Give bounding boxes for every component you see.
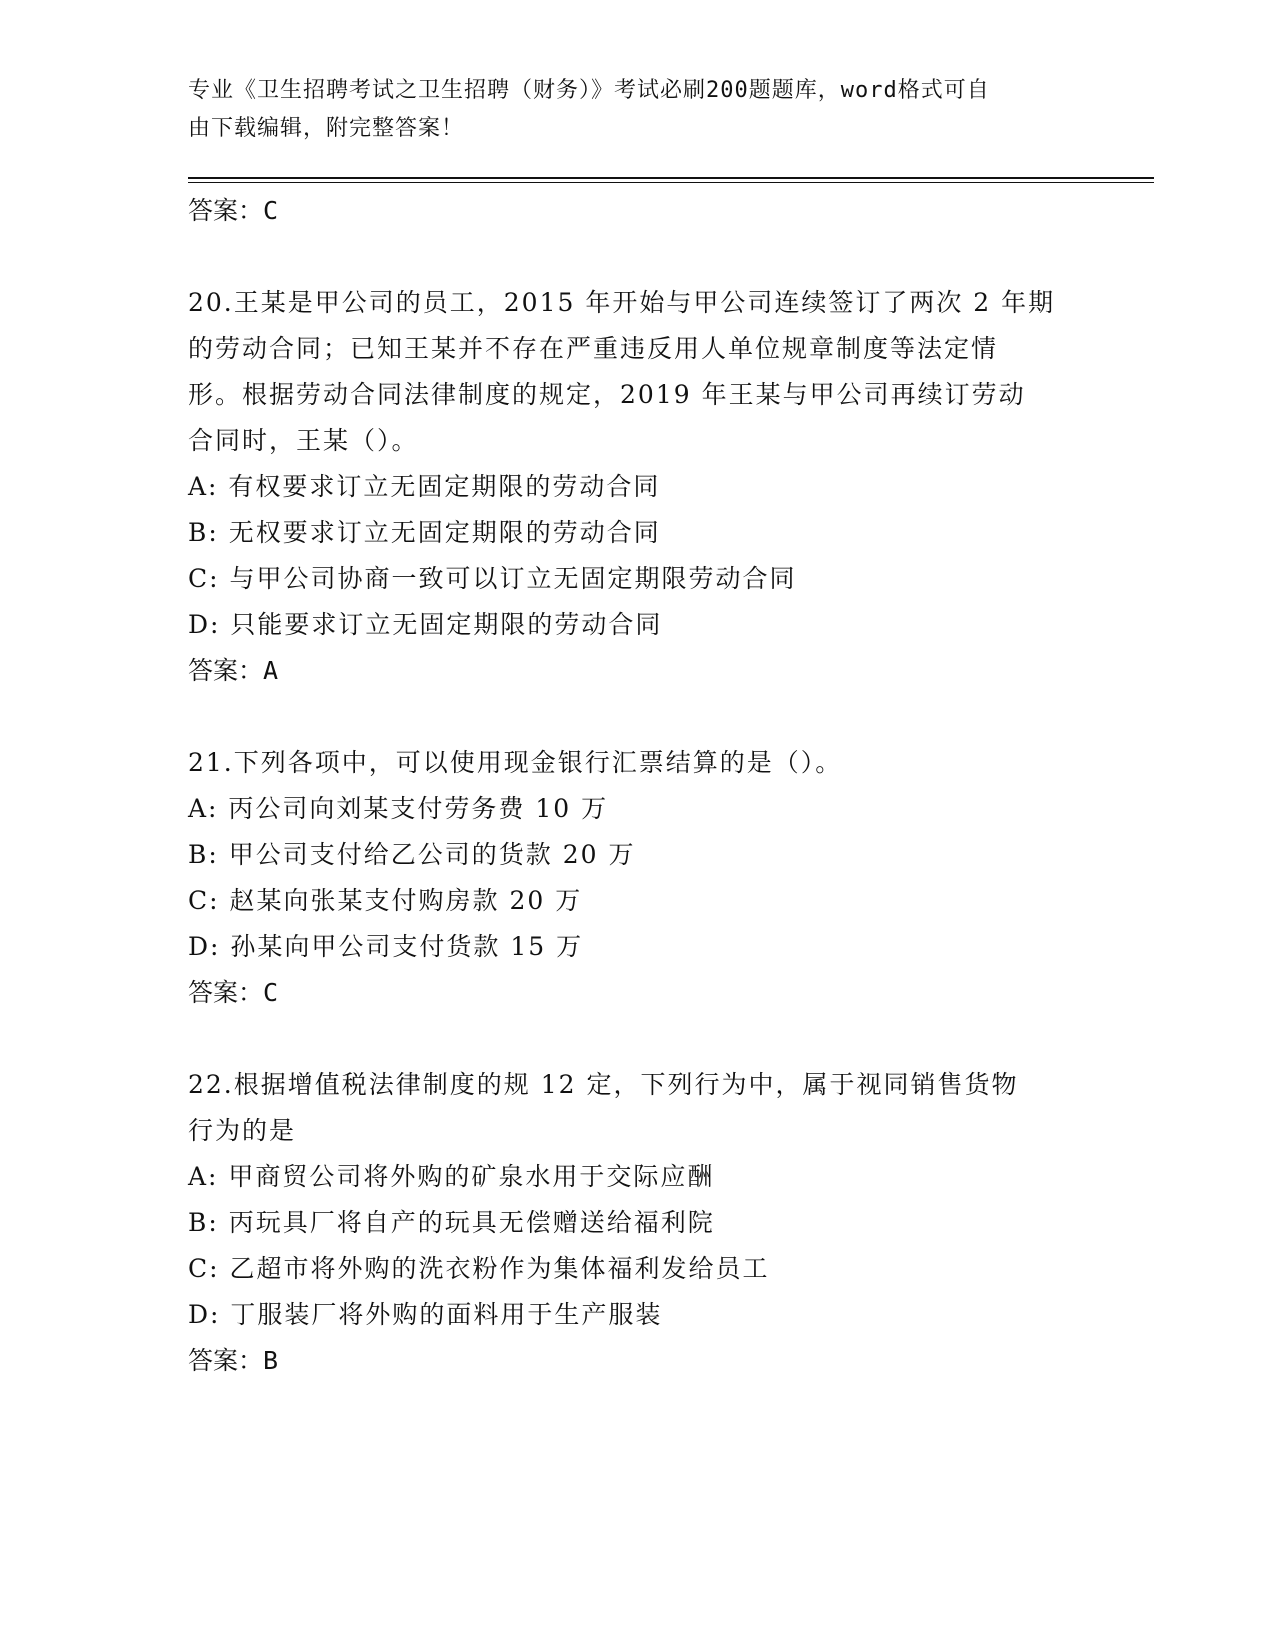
question-stem-line: 20.王某是甲公司的员工，2015 年开始与甲公司连续签订了两次 2 年期: [188, 288, 1056, 317]
option-b: B: 丙玩具厂将自产的玩具无偿赠送给福利院: [188, 1208, 715, 1237]
spacer: [188, 694, 1088, 740]
spacer: [188, 1016, 1088, 1062]
answer: 答案：C: [188, 978, 279, 1007]
question-stem-line: 的劳动合同；已知王某并不存在严重违反用人单位规章制度等法定情: [188, 334, 999, 363]
option-a: A: 丙公司向刘某支付劳务费 10 万: [188, 794, 609, 823]
option-d: D: 丁服装厂将外购的面料用于生产服装: [188, 1300, 663, 1329]
document-header: [188, 72, 1068, 148]
header-rule-thick: [188, 177, 1154, 179]
question-list: [188, 188, 1088, 1384]
question-20: [188, 280, 1088, 694]
question-stem-line: 22.根据增值税法律制度的规 12 定，下列行为中，属于视同销售货物: [188, 1070, 1019, 1099]
option-c: C: 乙超市将外购的洗衣粉作为集体福利发给员工: [188, 1254, 770, 1283]
spacer: [188, 234, 1088, 280]
answer: 答案：B: [188, 1346, 279, 1375]
option-b: B: 无权要求订立无固定期限的劳动合同: [188, 518, 661, 547]
question-22: [188, 1062, 1088, 1384]
header-line-2: 由下载编辑，附完整答案！: [188, 116, 465, 141]
option-a: A: 有权要求订立无固定期限的劳动合同: [188, 472, 661, 501]
question-stem-line: 形。根据劳动合同法律制度的规定，2019 年王某与甲公司再续订劳动: [188, 380, 1026, 409]
option-c: C: 赵某向张某支付购房款 20 万: [188, 886, 583, 915]
header-rule-thin: [188, 182, 1154, 183]
option-d: D: 只能要求订立无固定期限的劳动合同: [188, 610, 663, 639]
answer: 答案：A: [188, 656, 279, 685]
question-stem-line: 21.下列各项中，可以使用现金银行汇票结算的是（）。: [188, 748, 843, 777]
question-21: [188, 740, 1088, 1016]
header-line-1: 专业《卫生招聘考试之卫生招聘（财务）》考试必刷200题题库，word格式可自: [188, 78, 990, 103]
option-d: D: 孙某向甲公司支付货款 15 万: [188, 932, 584, 961]
question-stem-line: 合同时，王某（）。: [188, 426, 419, 455]
previous-answer: 答案：C: [188, 196, 279, 225]
option-c: C: 与甲公司协商一致可以订立无固定期限劳动合同: [188, 564, 797, 593]
option-a: A: 甲商贸公司将外购的矿泉水用于交际应酬: [188, 1162, 715, 1191]
option-b: B: 甲公司支付给乙公司的货款 20 万: [188, 840, 636, 869]
question-stem-line: 行为的是: [188, 1116, 297, 1145]
